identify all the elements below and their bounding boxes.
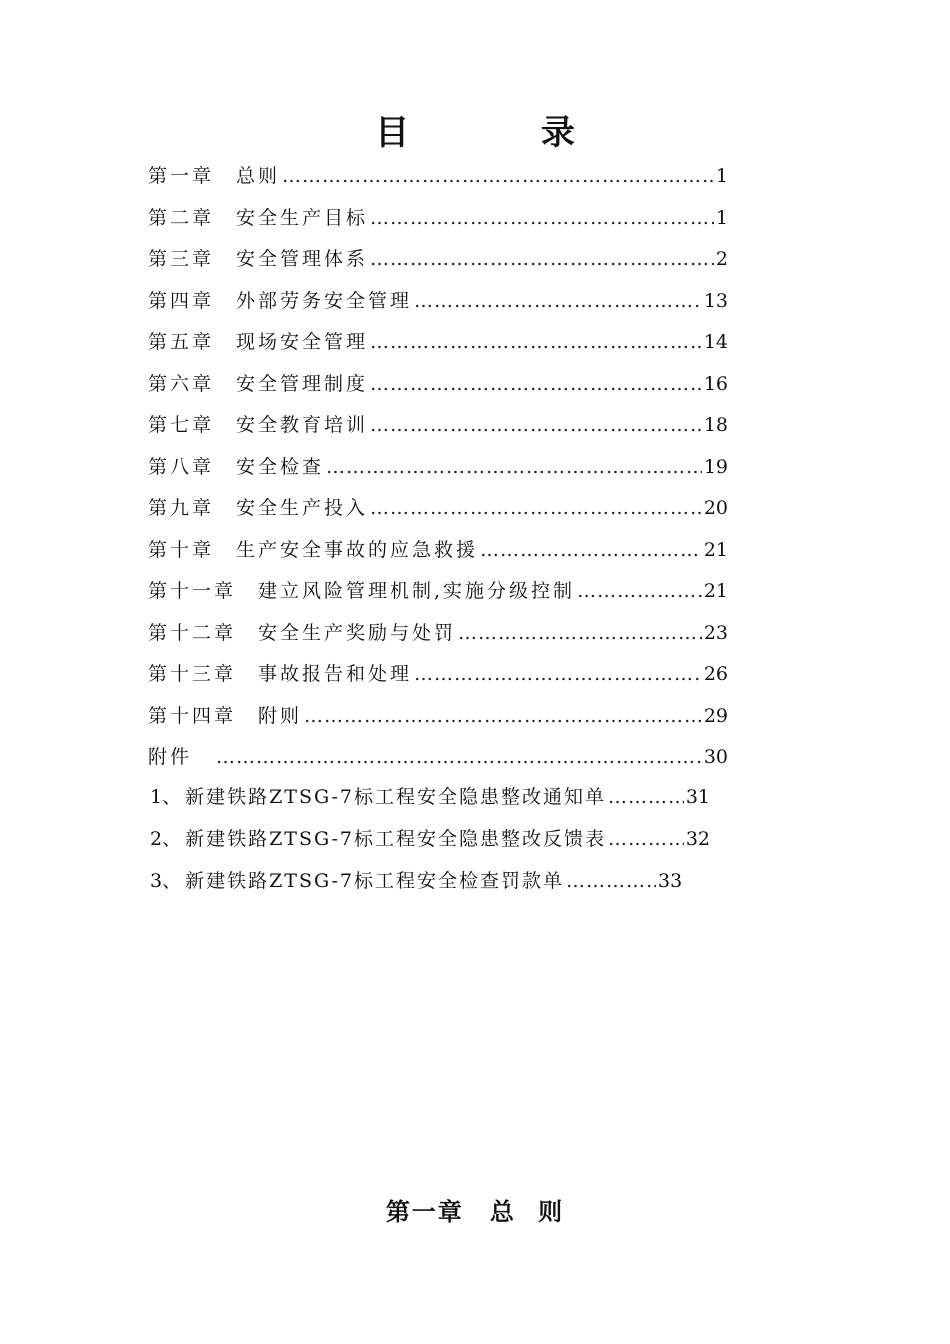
toc-entry[interactable] xyxy=(148,530,728,572)
toc-page-number: 26 xyxy=(703,663,728,685)
attachment-number: 3、 xyxy=(150,870,182,892)
toc-leader xyxy=(282,156,714,198)
attachment-title: 新建铁路ZTSG-7标工程安全隐患整改通知单 xyxy=(185,786,607,808)
toc-chapter-title: 附则 xyxy=(258,704,303,727)
toc-leader xyxy=(480,530,702,572)
chapter-heading-number: 第一章 xyxy=(385,1198,464,1226)
toc-chapter-title: 建立风险管理机制,实施分级控制 xyxy=(258,580,576,602)
toc-leader xyxy=(326,447,702,489)
toc-page-number: 1 xyxy=(715,165,728,187)
toc-leader xyxy=(608,776,684,818)
attachment-entry[interactable] xyxy=(150,818,710,860)
chapter-heading xyxy=(0,1192,950,1227)
toc-chapter: 第二章 xyxy=(148,206,215,229)
attachment-entry[interactable] xyxy=(150,860,710,902)
toc-entry[interactable] xyxy=(148,281,728,323)
toc-chapter-title: 事故报告和处理 xyxy=(258,663,413,685)
toc-page-number: 29 xyxy=(703,704,728,727)
toc-entry[interactable] xyxy=(148,488,728,530)
toc-page-number: 19 xyxy=(703,455,728,478)
toc-chapter-title: 总则 xyxy=(236,165,281,187)
toc-leader xyxy=(216,737,702,779)
toc-entry[interactable] xyxy=(148,613,728,655)
toc-entry[interactable] xyxy=(148,571,728,613)
attachment-number: 2、 xyxy=(150,828,182,850)
toc-chapter: 第十二章 xyxy=(148,621,237,644)
toc-leader xyxy=(370,322,702,364)
toc-leader xyxy=(414,281,702,323)
toc-chapter: 第十一章 xyxy=(148,580,237,602)
toc-chapter: 第八章 xyxy=(148,455,215,478)
attachment-entry[interactable] xyxy=(150,776,710,818)
chapter-heading-title: 总 则 xyxy=(489,1198,565,1226)
toc-chapter-title: 安全管理制度 xyxy=(236,372,369,395)
toc-chapter: 第七章 xyxy=(148,414,215,436)
toc-chapter-title: 生产安全事故的应急救援 xyxy=(236,538,479,561)
toc-chapter: 第一章 xyxy=(148,165,215,187)
toc-chapter: 第四章 xyxy=(148,289,215,312)
toc-leader xyxy=(370,488,702,530)
toc-chapter: 第九章 xyxy=(148,497,215,519)
toc-chapter-title: 安全管理体系 xyxy=(236,248,369,270)
toc-leader xyxy=(608,818,684,860)
toc-leader xyxy=(566,860,656,902)
toc-entry[interactable] xyxy=(148,654,728,696)
toc-entry[interactable] xyxy=(148,322,728,364)
toc-chapter: 第五章 xyxy=(148,331,215,353)
toc-chapter-title: 安全检查 xyxy=(236,455,325,478)
toc-leader xyxy=(414,654,702,696)
toc-entry[interactable] xyxy=(148,696,728,738)
toc-entry-attachments[interactable] xyxy=(148,737,728,779)
toc-page-number: 2 xyxy=(715,248,728,270)
toc-leader xyxy=(370,239,714,281)
attachment-page-number: 31 xyxy=(685,786,710,808)
toc-entry[interactable] xyxy=(148,198,728,240)
toc-entry[interactable] xyxy=(148,239,728,281)
toc-page-number: 1 xyxy=(715,206,728,229)
toc-chapter: 第三章 xyxy=(148,248,215,270)
toc-chapter: 附件 xyxy=(148,746,193,768)
attachment-page-number: 32 xyxy=(685,828,710,850)
toc-page-number: 16 xyxy=(703,372,728,395)
toc-chapter-title: 现场安全管理 xyxy=(236,331,369,353)
toc-page-number: 18 xyxy=(703,414,728,436)
toc-chapter: 第十四章 xyxy=(148,704,237,727)
toc-leader xyxy=(370,405,702,447)
attachment-title: 新建铁路ZTSG-7标工程安全检查罚款单 xyxy=(185,870,565,892)
toc-page-number: 14 xyxy=(703,331,728,353)
toc-entry[interactable] xyxy=(148,156,728,198)
toc-page-number: 21 xyxy=(703,580,728,602)
toc-leader xyxy=(577,571,702,613)
toc-page-number: 23 xyxy=(703,621,728,644)
toc-chapter-title: 安全生产目标 xyxy=(236,206,369,229)
toc-entry[interactable] xyxy=(148,447,728,489)
toc-leader xyxy=(370,364,702,406)
toc-leader xyxy=(458,613,702,655)
attachment-title: 新建铁路ZTSG-7标工程安全隐患整改反馈表 xyxy=(185,828,607,850)
toc-chapter: 第十章 xyxy=(148,538,215,561)
toc-page-number: 20 xyxy=(703,497,728,519)
toc-chapter-title: 安全生产投入 xyxy=(236,497,369,519)
toc-page-number: 21 xyxy=(703,538,728,561)
toc-chapter-title: 安全生产奖励与处罚 xyxy=(258,621,457,644)
toc-chapter-title: 安全教育培训 xyxy=(236,414,369,436)
toc-chapter: 第十三章 xyxy=(148,663,237,685)
toc-chapter-title: 外部劳务安全管理 xyxy=(236,289,413,312)
toc-list xyxy=(148,156,728,779)
attachment-page-number: 33 xyxy=(658,870,683,892)
attachment-number: 1、 xyxy=(150,786,182,808)
toc-page-number: 30 xyxy=(703,746,728,768)
toc-entry[interactable] xyxy=(148,405,728,447)
toc-page-number: 13 xyxy=(703,289,728,312)
toc-title: 目 录 xyxy=(375,113,635,153)
toc-leader xyxy=(370,198,714,240)
attachment-list xyxy=(150,776,710,902)
toc-chapter: 第六章 xyxy=(148,372,215,395)
toc-entry[interactable] xyxy=(148,364,728,406)
toc-leader xyxy=(304,696,702,738)
